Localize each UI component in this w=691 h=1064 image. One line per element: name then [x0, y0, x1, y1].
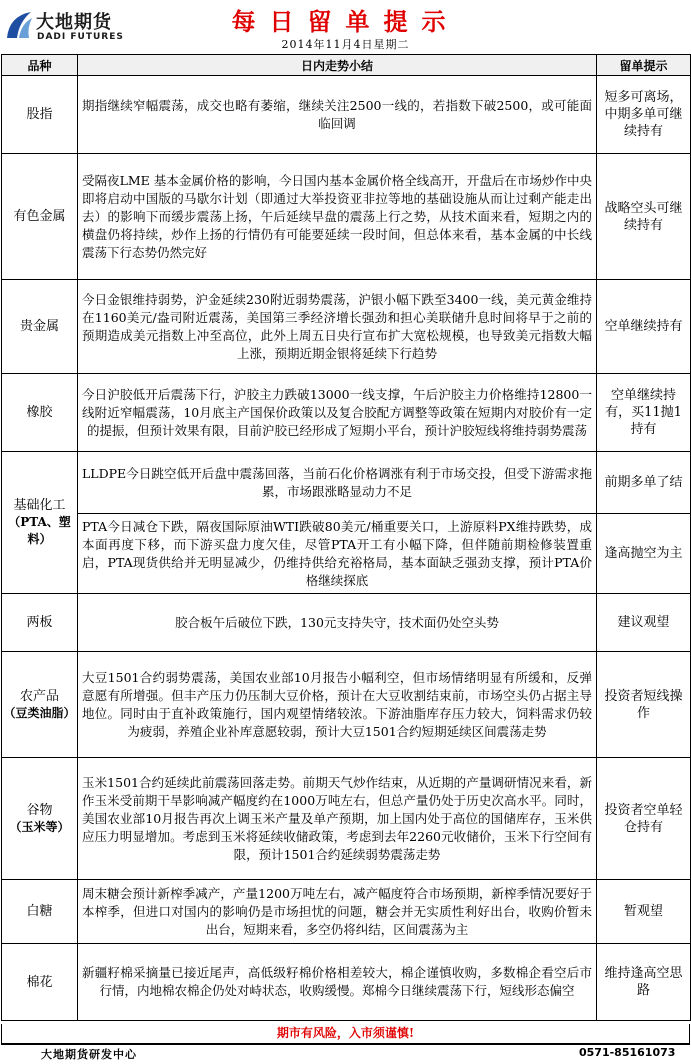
row-recommendation: 空单继续持有 [597, 280, 691, 374]
category-sublabel: （PTA、塑料） [8, 515, 71, 546]
row-category [2, 76, 78, 154]
category-label: 谷物 [26, 802, 53, 818]
logo-cn-text: 大地期货 [36, 12, 112, 33]
research-center: 大地期货研发中心 [41, 1048, 137, 1061]
row-category [2, 594, 78, 652]
category-label: 白糖 [26, 904, 53, 919]
row-category [2, 880, 78, 944]
row-summary: PTA今日减仓下跌，隔夜国际原油WTI跌破80美元/桶重要关口，上游原料PX维持跌势，成本面再度下移，而下游买盘力度欠佳，尽管PTA开工有小幅下降，但伴随前期检修装置重启，PTA现货供给并无明显减少，仍维持供给充裕格局，基本面缺乏强劲支撑，预计PTA价格继续探底 [78, 514, 597, 594]
row-summary: 今日沪胶低开后震荡下行，沪胶主力跌破13000一线支撑，午后沪胶主力价格维持12800一线附近窄幅震荡，10月底主产国保价政策以及复合胶配方调整等政策在短期内对胶价有一定的提振，但预计效果有限，目前沪胶已经形成了短期小平台，预计沪胶短线将维持弱势震荡 [78, 374, 597, 452]
row-category [2, 280, 78, 374]
category-label: 两板 [26, 615, 53, 630]
table-header-row [2, 55, 691, 76]
report-date: 2014年11月4日星期二 [281, 38, 410, 51]
row-recommendation: 暂观望 [597, 880, 691, 944]
page-title: 每日留单提示 [231, 8, 460, 36]
table-row [2, 452, 691, 514]
row-category [2, 452, 78, 594]
row-recommendation: 建议观望 [597, 594, 691, 652]
row-recommendation: 前期多单了结 [597, 452, 691, 514]
row-category [2, 154, 78, 280]
row-summary: 大豆1501合约弱势震荡，美国农业部10月报告小幅利空，但市场情绪明显有所缓和，反弹意愿有所增强。但丰产压力仍压制大豆价格，预计在大豆收割结束前，市场空头仍占据主导地位。同时由于直补政策施行，国内观望情绪较浓。下游油脂库存压力较大，饲料需求仍较为疲弱，养殖企业补库意愿较弱，预计大豆1501合约短期延续区间震荡走势 [78, 652, 597, 758]
row-category [2, 652, 78, 758]
contact-phone: 0571-85161073 [579, 1046, 676, 1059]
category-label: 棉花 [26, 974, 53, 990]
category-label: 股指 [26, 107, 53, 122]
table-row [2, 880, 691, 944]
category-label: 基础化工 [13, 498, 66, 513]
table-row [2, 594, 691, 652]
risk-warning: 期市有风险，入市须谨慎! [1, 1024, 690, 1043]
recommendation-table [1, 54, 691, 1021]
table-row [2, 758, 691, 880]
category-sublabel: （豆类油脂） [3, 705, 76, 720]
table-row [2, 76, 691, 154]
table-row [2, 154, 691, 280]
row-recommendation: 短多可离场，中期多单可继续持有 [597, 76, 691, 154]
category-label: 橡胶 [26, 405, 53, 420]
row-category [2, 944, 78, 1021]
row-recommendation: 维持逢高空思路 [597, 944, 691, 1021]
row-recommendation: 战略空头可继续持有 [597, 154, 691, 280]
row-summary: 胶合板午后破位下跌，130元支持失守，技术面仍处空头势 [78, 594, 597, 652]
row-summary: 玉米1501合约延续此前震荡回落走势。前期天气炒作结束，从近期的产量调研情况来看，新作玉米受前期干旱影响减产幅度约在1000万吨左右，但总产量仍处于历史次高水平。同时，美国农业部10月报告再次上调玉米产量及单产预期，加上国内处于高位的国储库存，玉米供应压力明显增加。考虑到玉米将延续收储政策，考虑到去年2260元收储价，玉米下行空间有限，预计1501合约延续弱势震荡走势 [78, 758, 597, 880]
table-row [2, 374, 691, 452]
row-recommendation: 投资者短线操作 [597, 652, 691, 758]
row-summary: 周末糖会预计新榨季减产，产量1200万吨左右，减产幅度符合市场预期，新榨季情况要好于本榨季，但进口对国内的影响仍是市场担忧的问题，糖会并无实质性利好出台，收购价暂未出台，短期来看，多空仍将纠结，区间震荡为主 [78, 880, 597, 944]
report-header [0, 0, 691, 54]
category-sublabel: （玉米等） [9, 819, 70, 834]
table-row [2, 280, 691, 374]
table-row [2, 652, 691, 758]
category-label: 有色金属 [13, 209, 66, 224]
category-label: 贵金属 [19, 319, 59, 334]
column-header-recommendation: 留单提示 [597, 55, 691, 76]
row-recommendation: 逢高抛空为主 [597, 514, 691, 594]
row-category [2, 374, 78, 452]
logo-en-text: DADI FUTURES [37, 32, 124, 42]
row-summary: 期指继续窄幅震荡，成交也略有萎缩，继续关注2500一线的，若指数下破2500，或可能面临回调 [78, 76, 597, 154]
row-summary: LLDPE今日跳空低开后盘中震荡回落，当前石化价格调涨有利于市场交投，但受下游需求拖累，市场跟涨略显动力不足 [78, 452, 597, 514]
row-summary: 今日金银维持弱势，沪金延续230附近弱势震荡，沪银小幅下跌至3400一线，美元黄金维持在1160美元/盎司附近震荡，美国第三季经济增长强劲和担心美联储升息时间将早于之前的预期造成美元指数上冲至高位，此外上周五日央行宣布扩大宽松规模，也导致美元指数大幅上涨，预期近期金银将延续下行趋势 [78, 280, 597, 374]
row-summary: 新疆籽棉采摘量已接近尾声，高低级籽棉价格相差较大，棉企谨慎收购，多数棉企看空后市行情，内地棉农棉企仍处对峙状态，收购缓慢。郑棉今日继续震荡下行，短线形态偏空 [78, 944, 597, 1021]
category-label: 农产品 [19, 688, 59, 704]
table-row [2, 514, 691, 594]
table-row [2, 944, 691, 1021]
footer [1, 1043, 690, 1063]
row-recommendation: 投资者空单轻仓持有 [597, 758, 691, 880]
row-summary: 受隔夜LME 基本金属价格的影响，今日国内基本金属价格全线高开，开盘后在市场炒作中央即将启动中国版的马歇尔计划（即通过大举投资亚非拉等地的基础设施从而让过剩产能走出去）的影响下而缓步震荡上扬，午后延续早盘的震荡上行之势，从技术面来看，短期之内的横盘仍将持续，炒作上扬的行情仍有可能要延续一段时间，但总体来看，基本金属的中长线震荡下行态势仍然完好 [78, 154, 597, 280]
row-recommendation: 空单继续持有，买11抛1持有 [597, 374, 691, 452]
column-header-summary: 日内走势小结 [78, 55, 597, 76]
column-header-category: 品种 [2, 55, 78, 76]
row-category [2, 758, 78, 880]
